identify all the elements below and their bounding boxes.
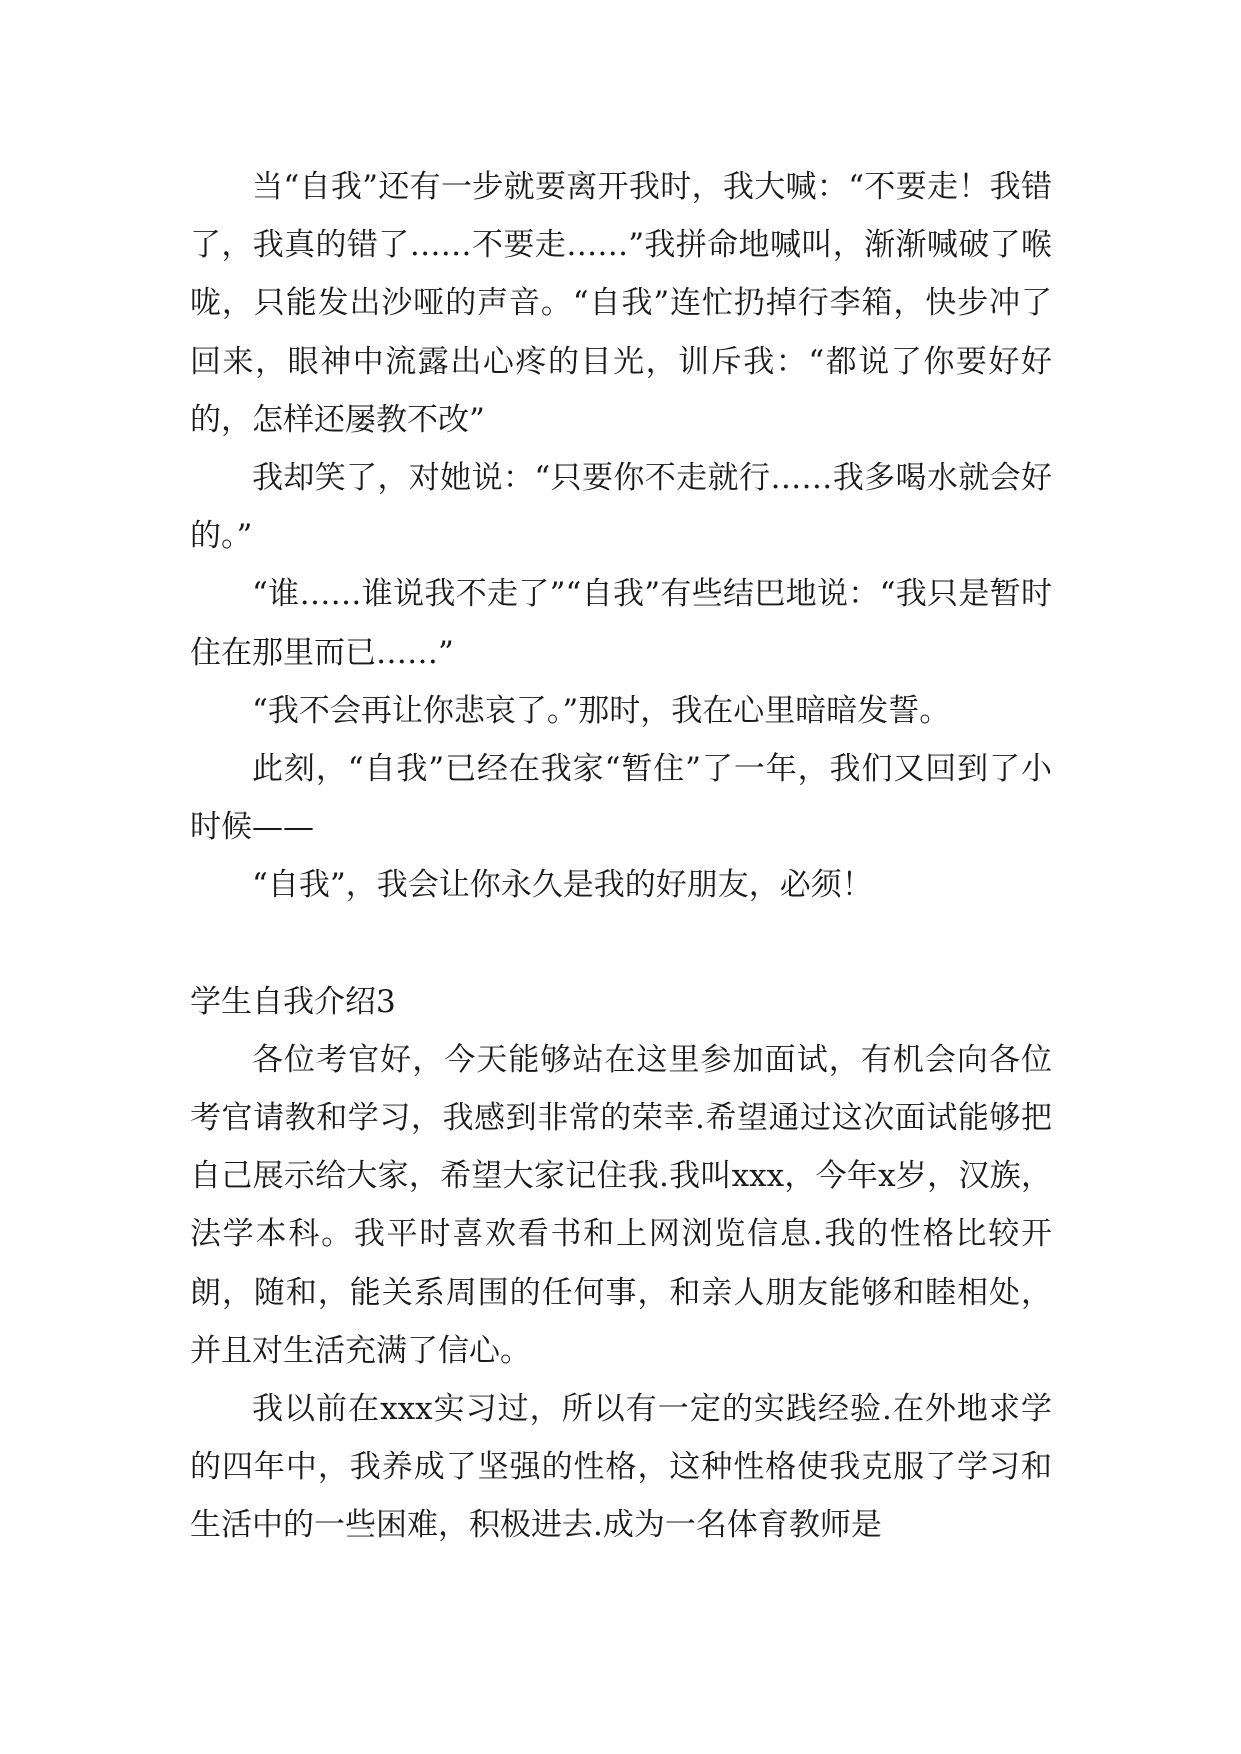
paragraph: 我却笑了，对她说：“只要你不走就行……我多喝水就会好的。” — [190, 460, 1052, 555]
paragraph: 各位考官好，今天能够站在这里参加面试，有机会向各位考官请教和学习，我感到非常的荣幸.希望通过这次面试能够把自己展示给大家，希望大家记住我.我叫xxx，今年x岁，汉族，法学本科。我平时喜欢看书和上网浏览信息.我的性格比较开朗，随和，能关系周围的任何事，和亲人朋友能够和睦相处，并且对生活充满了信心。 — [190, 1041, 1052, 1369]
paragraph: 此刻，“自我”已经在我家“暂住”了一年，我们又回到了小时候—— — [190, 751, 1052, 846]
paragraph: 当“自我”还有一步就要离开我时，我大喊：“不要走！我错了，我真的错了……不要走……”我拼命地喊叫，渐渐喊破了喉咙，只能发出沙哑的声音。“自我”连忙扔掉行李箱，快步冲了回来，眼神中流露出心疼的目光，训斥我：“都说了你要好好的，怎样还屡教不改” — [190, 169, 1052, 438]
section-heading: 学生自我介绍3 — [190, 983, 396, 1020]
paragraph: “我不会再让你悲哀了。”那时，我在心里暗暗发誓。 — [252, 692, 951, 729]
paragraph: “谁……谁说我不走了”“自我”有些结巴地说：“我只是暂时住在那里而已……” — [190, 576, 1052, 671]
document-body — [190, 158, 1052, 1555]
paragraph: 我以前在xxx实习过，所以有一定的实践经验.在外地求学的四年中，我养成了坚强的性格，这种性格使我克服了学习和生活中的一些困难，积极进去.成为一名体育教师是 — [190, 1391, 1052, 1544]
paragraph: “自我”，我会让你永久是我的好朋友，必须！ — [252, 867, 873, 904]
